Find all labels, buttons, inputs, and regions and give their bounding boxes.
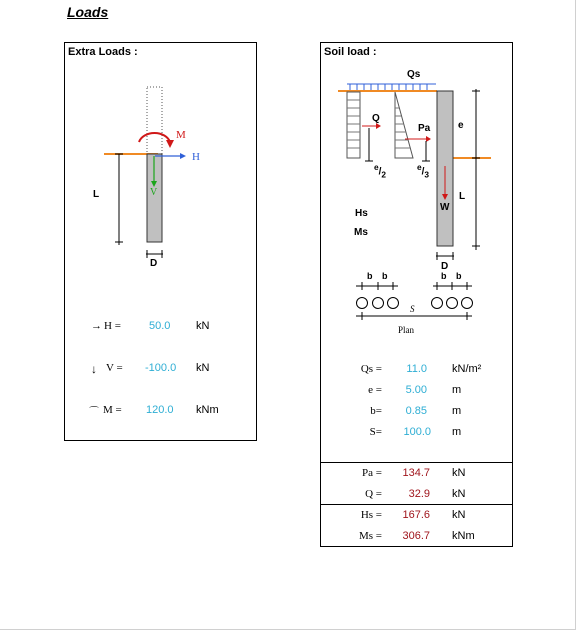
e-value[interactable]: 5.00 — [405, 384, 427, 396]
h-label: H — [192, 151, 200, 163]
pa-result-value: 134.7 — [402, 467, 430, 479]
e-unit: m — [452, 384, 462, 396]
surcharge-ticks — [350, 84, 427, 91]
soil-l-label: L — [459, 191, 466, 202]
triangle-hatch — [395, 108, 410, 148]
plan-b2: b — [382, 271, 388, 281]
q-result-label: Q = — [365, 488, 382, 500]
v-row-symbol: ↓ — [91, 362, 97, 376]
hs-result-label: Hs = — [360, 509, 382, 521]
m-row-symbol: ⌒ — [89, 407, 99, 418]
q-label: Q — [372, 113, 380, 124]
hs-result-unit: kN — [452, 509, 466, 521]
qs-input-label: Qs = — [360, 363, 382, 375]
h-unit: kN — [196, 320, 210, 332]
e-input-label: e = — [368, 384, 382, 396]
soil-load-heading: Soil load : — [324, 46, 377, 58]
b-input-label: b= — [370, 405, 382, 417]
plan-b1: b — [367, 271, 373, 281]
block-hatch — [347, 100, 360, 148]
ms-result-unit: kNm — [452, 530, 475, 542]
e3-label: $^e/_3$ — [417, 162, 430, 180]
m-row-label: M = — [103, 404, 122, 416]
soil-d-label: D — [441, 261, 449, 272]
h-row-label: H = — [104, 320, 121, 332]
b-unit: m — [452, 405, 462, 417]
ms-result-value: 306.7 — [402, 530, 430, 542]
w-label: W — [440, 202, 450, 213]
e3-num: e — [417, 162, 422, 172]
v-row-label: V = — [106, 362, 123, 374]
e2-label: $^e/_2$ — [374, 162, 387, 180]
d-label: D — [150, 258, 158, 269]
h-row-symbol: → — [91, 320, 102, 332]
pa-label: Pa — [418, 123, 431, 134]
v-label: V — [150, 187, 158, 198]
e2-den: 2 — [381, 169, 387, 180]
pa-result-label: Pa = — [362, 467, 382, 479]
qs-unit: kN/m² — [452, 363, 482, 375]
plan-label: Plan — [398, 325, 415, 335]
s-unit: m — [452, 426, 462, 438]
l-label: L — [93, 189, 100, 200]
m-unit: kNm — [196, 404, 219, 416]
s-value[interactable]: 100.0 — [403, 426, 431, 438]
s-input-label: S= — [369, 426, 382, 438]
hs-result-value: 167.6 — [402, 509, 430, 521]
v-unit: kN — [196, 362, 210, 374]
plan-b4: b — [456, 271, 462, 281]
q-result-value: 32.9 — [408, 488, 430, 500]
hs-label: Hs — [355, 208, 368, 219]
e3-den: 3 — [424, 169, 430, 180]
moment-label: M — [176, 129, 186, 141]
m-value[interactable]: 120.0 — [146, 404, 174, 416]
e2-num: e — [374, 162, 379, 172]
v-value[interactable]: -100.0 — [145, 362, 177, 374]
ms-result-label: Ms = — [358, 530, 382, 542]
page-title: Loads — [67, 4, 109, 20]
qs-label: Qs — [407, 69, 421, 80]
q-result-unit: kN — [452, 488, 466, 500]
h-value[interactable]: 50.0 — [149, 320, 171, 332]
plan-s-label: S — [410, 304, 415, 314]
plan-b3: b — [441, 271, 447, 281]
e-label: e — [458, 120, 464, 131]
ms-label: Ms — [354, 227, 368, 238]
b-value[interactable]: 0.85 — [405, 405, 427, 417]
pa-result-unit: kN — [452, 467, 466, 479]
extra-loads-heading: Extra Loads : — [68, 46, 138, 58]
pa-arrowhead — [426, 136, 431, 142]
qs-value[interactable]: 11.0 — [406, 363, 427, 375]
